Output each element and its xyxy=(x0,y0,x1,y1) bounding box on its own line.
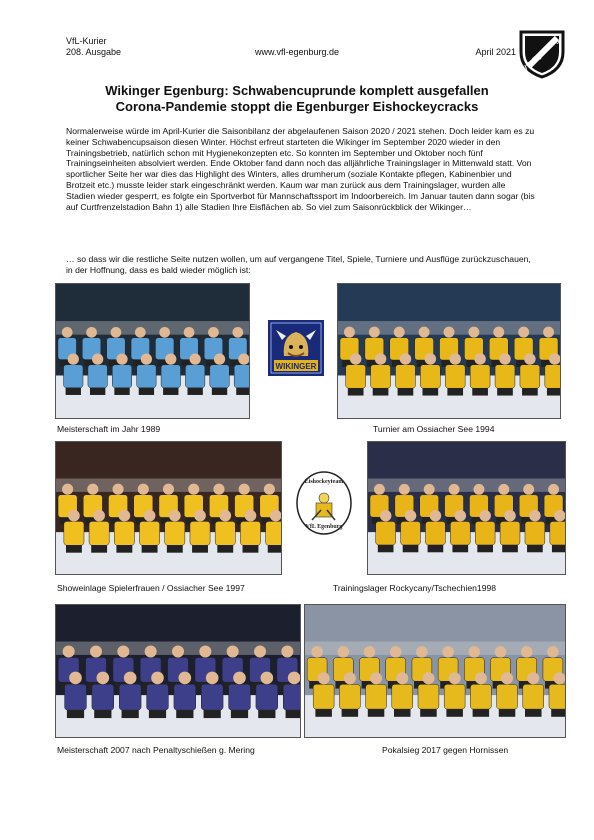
photo-2007 xyxy=(55,604,301,738)
photo-2017 xyxy=(304,604,566,738)
issue-date: April 2021 xyxy=(475,47,516,57)
photo-1997 xyxy=(55,441,282,575)
caption-1998: Trainingslager Rockycany/Tschechien1998 xyxy=(333,583,497,593)
intro-paragraph: Normalerweise würde im April-Kurier die Saisonbilanz der abgelaufenen Saison 2020 / 2021 stehen. Doch leider kam es zu keiner Schwabencupsaison diesen Winter. Höchst erfreut starteten die Wikinger im September 2020 wieder in den Trainingsbetrieb, natürlich schon mit Hygienekonzepten etc. So konnten im September und Oktober noch fünf Trainingseinheiten absolviert werden. Ende Oktober fand dann noch das alljährliche Trainingslager in Mittenwald statt. Von sportlicher Seite her war dies das Highlight des Winters, alles drumherum (soziale Kontakte pflegen, Kabinenbier und Brotzeit etc.) musste leider stark eingeschränkt werden. Kaum war man zurück aus dem Trainingslager, wurden alle Stadien wieder gesperrt, es folgte ein Sportverbot für Mannschaftssport im Indoorbereich. Im Januar tauten dann sogar (bis auf Curtfrenzelstadion Bahn 1) alle Stadien Ihre Eisflächen ab. So viel zum Saisonrückblick der Wikinger… xyxy=(66,126,535,212)
website-url[interactable]: www.vfl-egenburg.de xyxy=(254,47,340,57)
photo-1989 xyxy=(55,283,250,419)
crest-top-text: Eishockeyteam xyxy=(304,479,344,485)
crest-bottom-text: VfL Egenburg xyxy=(305,524,343,530)
caption-2017: Pokalsieg 2017 gegen Hornissen xyxy=(382,745,509,755)
wikinger-label: WIKINGER xyxy=(275,362,317,371)
caption-2007: Meisterschaft 2007 nach Penaltyschießen g. Mering xyxy=(57,745,255,755)
subheadline: Corona-Pandemie stoppt die Egenburger Eishockeycracks xyxy=(115,99,479,114)
publication-name: VfL-Kurier xyxy=(66,36,107,46)
caption-1997: Showeinlage Spielerfrauen / Ossiacher See 1997 xyxy=(57,583,245,593)
club-crest-icon xyxy=(515,26,569,80)
crest-text: VfL Egenburg xyxy=(521,36,561,73)
issue-number: 208. Ausgabe xyxy=(66,47,122,57)
photo-1998 xyxy=(367,441,566,575)
wikinger-mascot-icon xyxy=(268,320,324,376)
caption-1989: Meisterschaft im Jahr 1989 xyxy=(57,424,161,434)
photo-1994 xyxy=(337,283,561,419)
caption-1994: Turnier am Ossiacher See 1994 xyxy=(373,424,495,434)
eishockeyteam-crest-icon xyxy=(295,470,353,536)
gallery-intro-paragraph: … so dass wir die restliche Seite nutzen wollen, um auf vergangene Titel, Spiele, Turniere und Ausflüge zurückzuschauen, in der Hoffnung, dass es bald wieder möglich ist: xyxy=(66,254,531,275)
headline: Wikinger Egenburg: Schwabencuprunde komplett ausgefallen xyxy=(105,83,489,98)
